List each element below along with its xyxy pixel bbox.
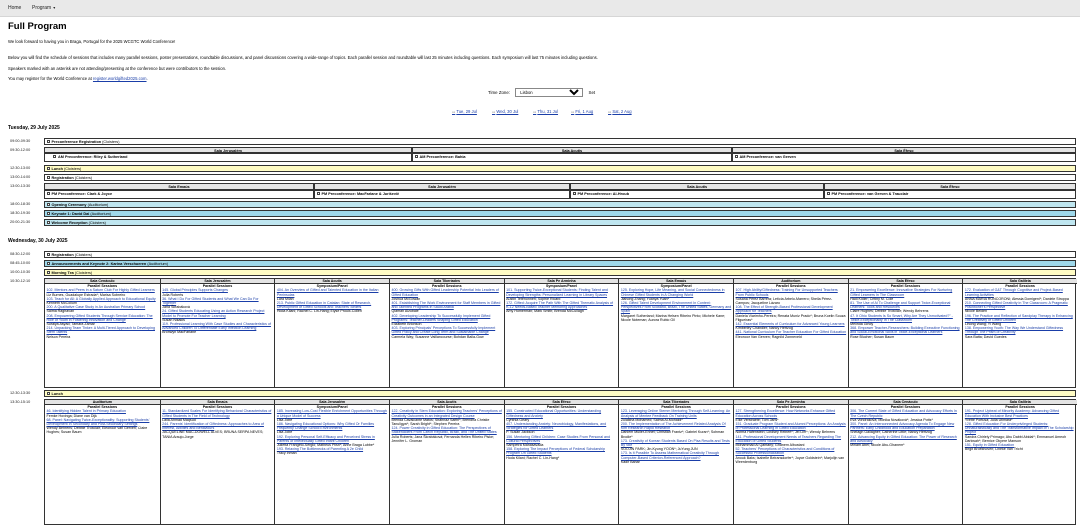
opening-ceremony-row[interactable] xyxy=(44,201,1076,208)
session-title-link[interactable]: 192. Exploring Personal Self-Efficacy and Perceived Stress in Parents of Intellectually Gifted Infant Children xyxy=(276,434,375,443)
room-header: Sala Galileia xyxy=(963,400,1077,405)
announce-label: Announcements and Keynote 2: Karina Verschueren xyxy=(51,261,147,266)
room-header: Sala Pe Arminha xyxy=(734,400,848,405)
session-presenters: Lara Milan xyxy=(276,296,294,301)
session-presenters: Julia Roberts xyxy=(162,292,184,297)
session-presenters: Elizabeth Brionson xyxy=(391,322,422,327)
preconf-session[interactable] xyxy=(570,190,824,199)
session-column xyxy=(389,279,504,387)
session-title-link[interactable]: 11. Standardized Scales For Identifying Behavioral Characteristics of Gifted Students in The Field of Technology xyxy=(162,409,272,418)
session-title-link[interactable]: 126. Gifted Talent Development Environment In Context: Perspectives From Scotland, Brazil, The United States, Germany and Spain xyxy=(620,301,732,314)
checkbox-icon[interactable] xyxy=(47,262,50,265)
session-presenters: Nelson Pereira xyxy=(46,334,71,339)
location: (Auditorium) xyxy=(87,202,109,207)
session-presenters: Norma Hafenstein; Lindsey Reinert*; Jei Lim*; Wendy Behrens xyxy=(735,430,836,435)
session-title-link[interactable]: 401. Establishing The Work Environment for Staff Members in Gifted and Talented Programs in Saudi Arabia xyxy=(391,301,501,310)
session-title: AM Preconference: Bahia xyxy=(419,154,466,159)
session-column xyxy=(618,400,733,524)
session-title-link[interactable]: 212. Advancing Equity in Gifted Education: The Power of Research and Advocacy xyxy=(850,434,957,443)
session-title-link[interactable]: 128. Gifted Education For Underprivileged Students: Unnaturalistically and The Transformative Impact of The Scholarship Project xyxy=(964,422,1074,435)
session-title: AM Preconference: van Gerven xyxy=(739,154,796,159)
register-link[interactable]: register.worldgifted2025.com xyxy=(92,76,147,81)
session-title-link[interactable]: 46. Identifying Hidden Talent in Primary Education xyxy=(46,409,126,414)
room-header: Sala Acutis xyxy=(390,400,504,405)
session-presenters: Wendy Behrens; Debbie Troxclair; Eleonoor van Gerven; Claire Hughes; Susan Baum xyxy=(46,426,148,435)
time-slot: 09:30-12:00 xyxy=(10,148,31,152)
session-title-link[interactable]: 403. Exploring Principals' Perceptions To Successfully Implement Gifted Policy and Create Long Term and Sustainable Change xyxy=(391,326,496,335)
timezone-set-button[interactable]: Set xyxy=(588,90,596,95)
session-title-link[interactable]: 368. Empower Teacher-Researchers: Building Executive Functioning and Social-Emotional Skills in Twice-Exceptional Learners xyxy=(850,326,960,335)
room-header: Auditorium xyxy=(734,279,848,284)
session-grid-morning xyxy=(44,278,1076,388)
session-title-link[interactable]: 145. Global Principles Supports Changes xyxy=(162,288,228,293)
session-presenters: Qiamah Alzubaie xyxy=(391,309,419,314)
session-type: Parallel Sessions xyxy=(661,405,691,410)
session-title-link[interactable]: 124. Power Creativity in Gifted Education: The Perspectives of Stakeholders From Czech Republic, Brazil, and The United States xyxy=(391,426,497,435)
session-presenters: Sara Batta; David Guedes xyxy=(964,334,1007,339)
room-header: Sala Acutis xyxy=(570,183,824,190)
session-presenters: Zulaikha Mohamed; Salma Al-Mohaidi* xyxy=(620,417,683,422)
session-type: Symposium/Panel xyxy=(316,284,348,289)
session-presenters: Susan Nikakis xyxy=(162,317,185,322)
room-header: Sala Jerusalém xyxy=(275,400,389,405)
register-prefix: You may register for the World Conference at xyxy=(8,76,92,81)
session-column xyxy=(848,279,963,387)
session-presenters: Femke Hovinga; Diane van Dijk xyxy=(46,413,97,418)
session-presenters: Amy Homerman; Mark Smith; Brenda McCullagh xyxy=(506,309,584,314)
checkbox-icon[interactable] xyxy=(415,155,418,158)
session-presenters: Brenda Cavalcante Matos; Shahnaz Saffiri*; Brendha Christie Tanuligya*; Sarah Bright*; Stephen Pereira xyxy=(391,417,490,427)
session-title-link[interactable]: 214. Unpacking Team Tinker: A Multi-Tiered Approach to Developing Stem Talents xyxy=(46,326,155,335)
room-header: Sala Acutis xyxy=(275,279,389,284)
session-presenters: Miriam Abel; Nicole Abu-Ghanem* xyxy=(850,443,905,448)
session-presenters: Shelagh Gallagher; Catherine Little; Nancy Hertzog xyxy=(850,430,932,435)
session-presenters: Jiahong Zhang; Yuanya Yuan* xyxy=(620,296,670,301)
session-title-link[interactable]: 24. Gifted Students Educating Using an Action Research Project Model to Promote For Teacher Learning xyxy=(162,309,265,318)
checkbox-icon[interactable] xyxy=(47,271,50,274)
session-presenters: Julia Roberts; Jana Škrabáková; Fernanda Hellen Ribeiro Piske; Jennifer L. Groman xyxy=(391,434,494,443)
opening-label: Opening Ceremony xyxy=(51,202,87,207)
session-title-link[interactable]: 213. Public Gifted Education in Catalan: State of Research, Development of Gifted Schools and Teachers' Beliefs xyxy=(276,301,372,310)
location: (Cloisters) xyxy=(74,252,93,257)
session-title-link[interactable]: 244. Parents' Identification of Giftedness: Approaches to Area of Interest, Abilities and Behaviours xyxy=(162,422,264,431)
room-header: Auditorium xyxy=(45,400,160,405)
session-title-link[interactable]: 300. Panel: An Interconnected Advocacy Agenda To Engage New Partners: Early Childhood and Education Preparation xyxy=(850,422,955,431)
time-slot: 08:45-10:00 xyxy=(10,261,31,265)
session-column xyxy=(733,279,848,387)
session-presenters: Joshua McGowan xyxy=(391,296,421,301)
room-header: Sala Éfeso xyxy=(824,183,1076,190)
session-type: Parallel Sessions xyxy=(202,284,233,289)
daynav-tue[interactable]: ▭ Tue, 29 Jul xyxy=(452,109,477,114)
room-header: Sala Cenáculo xyxy=(45,279,160,284)
session-title-link[interactable]: 151. Graduate Program Student and Alumni Perceptions: An Analysis of Professional Learning in Gifted Education xyxy=(735,422,846,431)
location: (Cloisters) xyxy=(74,270,93,275)
session-column xyxy=(45,400,160,524)
room-header: Sala Acutis xyxy=(412,147,732,153)
session-presenters: Sampetra Manasavada xyxy=(506,443,544,448)
session-type: Parallel Sessions xyxy=(87,284,118,289)
session-presenters: Kadir Bahar xyxy=(620,459,640,464)
session-type: Symposium/Panel xyxy=(316,405,348,410)
session-title: AM Preconference: Riley & Sutherland xyxy=(58,154,128,159)
session-title-link[interactable]: 441. National Curriculum For Teacher Education For Gifted Education xyxy=(735,330,847,335)
morning-tea-row[interactable] xyxy=(44,269,1076,276)
session-type: Parallel Sessions xyxy=(776,405,806,410)
preconf-session[interactable] xyxy=(44,153,412,162)
checkbox-icon[interactable] xyxy=(47,203,50,206)
session-title-link[interactable]: 196. The Practice and Reflection of Sandplay Therapy in Enhancing The Creativity of Gifted Children xyxy=(964,313,1073,322)
checkbox-icon[interactable] xyxy=(827,192,830,195)
session-title-link[interactable]: 200. A Qualitative Case Study in An Australian Primary School xyxy=(46,305,146,310)
session-title-link[interactable]: 52. Teachers' Perceptions of Characteristics and Conditions of Successful Professionalization xyxy=(735,447,835,456)
session-presenters: Austin Tetenonnen; Sophie Ricard xyxy=(506,296,561,301)
session-presenters: Hoda Kilani; Rachel C. Lin-Hang; Elyse Proulx-Collen xyxy=(276,309,362,314)
intro-schedule-info: Below you will find the schedule of sessions that includes many parallel sessions, poster presentations, roundtable discussions, and panel discussions covering a wide-range of topics. Each parallel session and roundtable will last 25 minutes including questions. Each symposium will last 75 minutes including questions. xyxy=(8,55,598,60)
session-column xyxy=(160,279,275,387)
nav-program-label: Program xyxy=(32,5,52,11)
session-column xyxy=(848,400,963,524)
session-title-link[interactable]: 402. Developing Leadership To Successfully Implement Gifted Programs: Teacher-Leaders Shaping Gifted Education xyxy=(391,313,491,322)
session-presenters: Bronwyn MacFarlane xyxy=(162,330,197,335)
welcome-reception-row[interactable] xyxy=(44,219,1076,226)
session-title-link[interactable]: 142. Essential Elements of Curriculum for Advanced Young Learners xyxy=(735,322,845,327)
session-presenters: Eleonoor Van Gerven; Ragnild Zonneveld xyxy=(735,334,802,339)
checkbox-icon[interactable] xyxy=(53,155,56,158)
checkbox-icon[interactable] xyxy=(47,192,50,195)
location: (Cloisters) xyxy=(102,139,120,144)
checkbox-icon[interactable] xyxy=(47,167,50,170)
session-type: Parallel Sessions xyxy=(546,405,577,410)
session-title-link[interactable]: 36. What I Do For Gifted Students and What We Can Do For Together xyxy=(162,296,259,306)
time-slot: 13:00-14:00 xyxy=(10,175,31,179)
time-slot: 12:30-13:30 xyxy=(10,391,31,395)
checkbox-icon[interactable] xyxy=(47,212,50,215)
session-title-link[interactable]: 102. Mentors and Peers in a Saturn Club For Highly Gifted Learners xyxy=(46,288,155,293)
room-header: Sala Éfeso xyxy=(505,400,619,405)
session-type: Parallel Sessions xyxy=(432,405,462,410)
session-type: Parallel Sessions xyxy=(87,405,118,410)
session-presenters: Tracy Inman xyxy=(276,451,297,456)
intro-register xyxy=(8,76,148,81)
session-title-link[interactable]: 127. Strengthening Excellence: How Networks Enhance Gifted Education Across Schools xyxy=(735,409,836,418)
session-title: PM Preconference: van Gerven & Trauclair xyxy=(831,191,909,196)
session-title-link[interactable]: 208. Empowering Gifted Students Through Service Education: The Role of Youth in Fostering Innovation and Change xyxy=(46,313,153,322)
session-presenters: Margaret Sutherland; Marina Helsen Ribeiro Pinto; Michele Kane; Nicole Noteman; Aurora Rubio Gil xyxy=(620,313,726,322)
preconf-session[interactable] xyxy=(314,190,570,199)
session-title: PM Preconference: Al-Hroub xyxy=(577,191,630,196)
session-title-link[interactable]: 173. Creativity of Korean Students Based On Pisa Results and Tests By Stie xyxy=(620,438,730,448)
checkbox-icon[interactable] xyxy=(317,192,320,195)
time-slot: 08:30-12:00 xyxy=(10,252,31,256)
session-presenters: Birgit Broekhoven; Lineke Van Tricht xyxy=(964,447,1023,452)
session-title: PM Preconference: MacFarlane & Juriševič xyxy=(321,191,400,196)
session-column xyxy=(962,400,1077,524)
session-title-link[interactable]: 155. Constructed Educational Opportunities: Understanding Giftedness and Anxiety xyxy=(506,409,602,418)
session-presenters: SOOJIN PARK; Jin-Kyung YOON*; JuYung JUN xyxy=(620,447,698,452)
timezone-control xyxy=(488,88,595,97)
lunch-row[interactable] xyxy=(44,165,1076,172)
session-type: Symposium/Panel xyxy=(660,284,692,289)
location: (Auditorium) xyxy=(147,261,168,266)
session-column xyxy=(274,279,389,387)
session-presenters: Lisa Jobe xyxy=(276,430,293,435)
session-presenters: JACQUELINE MAC-DOWELL ALVES; BRUNA SERPA NEVES; TANIA Araujo-Jorge xyxy=(162,430,264,439)
session-title-link[interactable]: 107. High Ability/Giftedness: Training For Unsupported Teachers From Public Schools xyxy=(735,288,838,297)
room-header: Sala Jerusalém xyxy=(44,147,412,153)
session-type: Parallel Sessions xyxy=(202,405,233,410)
session-type: Parallel Sessions xyxy=(890,284,921,289)
registration-row[interactable] xyxy=(44,174,1076,181)
session-presenters: Jana Škrabáková xyxy=(162,305,190,310)
session-column xyxy=(160,400,275,524)
session-presenters: Anouk Baks; Isabelle Beiransdorfer*; Joyce Goldstein*; Marjolijn van Weerdenburg xyxy=(735,455,845,464)
session-title-link[interactable]: 200. The Implementation of The Achievement Related Analysis Of Kim Research Rapid Research xyxy=(620,422,726,431)
session-presenters: Lisa Jobe xyxy=(276,417,293,422)
session-presenters: Laila Ahmad Maqsud xyxy=(162,417,196,422)
session-title-link[interactable]: 210. Connecting Gifted Creativity in The Classroom: A Pragmatic Practitioner's Perspective xyxy=(964,301,1068,310)
register-suffix: . xyxy=(146,76,148,81)
session-presenters: Julietta Frangeto-Sérgio; Matheus Plisn*; Anne Braga Lubbe* xyxy=(276,443,375,448)
keynote-row[interactable] xyxy=(44,260,1076,267)
registration-label: Registration xyxy=(51,175,74,180)
session-title-link[interactable]: 172. Evaluation of G&T Through Cognitive and Project-Based Learning Activities xyxy=(964,288,1063,297)
session-title-link[interactable]: 68. Panel: Navigating Twice-Exceptionality: Supporting Students' Development In Secondary and Post-Secondary Settings xyxy=(46,417,150,427)
daynav-wed[interactable]: ▭ Wed, 30 Jul xyxy=(492,109,518,114)
room-header: Sala Pe Arminha xyxy=(505,279,619,284)
room-header: Sala Galileia xyxy=(963,279,1077,284)
registration-row[interactable] xyxy=(44,251,1076,258)
welcome-label: Welcome Reception xyxy=(51,220,88,225)
session-column xyxy=(618,279,733,387)
lunch-label: Lunch xyxy=(51,166,63,171)
session-presenters: ANNA MARIA RONCORONI; Alessia Domigeni*; Daniele Stroppa xyxy=(964,296,1069,301)
session-presenters: Susana Pérez Barrera; Letícia Arbelo-Marrero; Sheila Pérez-Campos; Jacqueline Lázaro xyxy=(735,296,833,306)
session-title-link[interactable]: 123. Leveraging Online Stemm Mentoring Through Self-Learning: An Analysis of Mentee Feedback On Training Units xyxy=(620,409,731,418)
session-title-link[interactable]: 47. It Ohio Students Is So Smart, Why Are They Unmotivated?" - Twice-Exceptionality In The Classroom xyxy=(850,313,953,322)
time-slot: 18:00-18:30 xyxy=(10,202,31,206)
keynote-row[interactable] xyxy=(44,210,1076,217)
time-slot: 13:00-13:30 xyxy=(10,184,31,188)
checkbox-icon[interactable] xyxy=(47,176,50,179)
session-type: Parallel Sessions xyxy=(432,284,462,289)
room-header: Sala Emaús xyxy=(44,183,314,190)
session-presenters: P. Susan Jackson xyxy=(506,430,535,435)
session-title-link[interactable]: 151. Equity in Gifted Education xyxy=(964,443,1015,448)
session-presenters: Daniela Viarimho-Pereira; Renata Muniz Prado*; Bruna Koelin Souza Filgueiras* xyxy=(735,313,846,322)
session-column xyxy=(733,400,848,524)
session-presenters: Elke Verstraete; Tom Jans* xyxy=(735,417,779,422)
time-slot: 12:30-13:00 xyxy=(10,166,31,170)
preconf-registration-label: Preconference Registration xyxy=(51,139,102,144)
session-title-link[interactable]: 407. Understanding Anxiety: Neurobiology, Manifestations, and Strategies for Gifted Learners xyxy=(506,422,607,431)
day-heading-tuesday: Tuesday, 29 July 2025 xyxy=(8,125,60,131)
session-title-link[interactable]: 306. The Current State of Gifted Education and Advocacy Efforts In The Czech Republic xyxy=(850,409,957,418)
session-column xyxy=(389,400,504,524)
intro-welcome: We look forward to having you in Braga, Portugal for the 2025 WCGTC World Conference! xyxy=(8,39,176,44)
session-presenters: Nicole Belden xyxy=(964,309,988,314)
session-column xyxy=(962,279,1077,387)
checkbox-icon[interactable] xyxy=(47,253,50,256)
session-title-link[interactable]: 101. Supporting Twice-Exceptional Students: Finding Talent and Developing Strengths: Personalized Learning in Library Spaces xyxy=(506,288,608,297)
checkbox-icon[interactable] xyxy=(47,140,50,143)
lunch-row[interactable] xyxy=(44,390,1076,397)
nav-home-link[interactable]: Home xyxy=(8,5,22,11)
daynav-sat[interactable]: ▭ Sat, 2 Aug xyxy=(608,109,632,114)
session-title-link[interactable]: 21. Empowering Excellence: Innovative Strategies For Nurturing Gifted Learners In The Classroom xyxy=(850,288,953,297)
preconf-registration-row[interactable] xyxy=(44,138,1076,145)
checkbox-icon[interactable] xyxy=(47,221,50,224)
session-title-link[interactable]: 158. Exploring The Impact Perceptions of Federal Scholarship Program On Gifted Students xyxy=(506,447,605,456)
room-header: Sala Jerusalém xyxy=(314,183,570,190)
preconf-session[interactable] xyxy=(824,190,1076,199)
session-presenters: Kenneth McCollum xyxy=(46,301,77,306)
time-slot: 20:00-21:30 xyxy=(10,220,31,224)
lunch-label: Lunch xyxy=(51,391,63,396)
session-presenters: Hoda Kilani; Rachel C. Lin-Hang* xyxy=(506,455,560,460)
daynav-thu[interactable]: ▭ Thu, 31 Jul xyxy=(533,109,558,114)
session-column xyxy=(504,279,619,387)
intro-asterisk-note: Speakers marked with an asterisk are not attending/presenting at the conference but were contributors to the session. xyxy=(8,66,227,71)
time-slot: 09:00-09:30 xyxy=(10,139,31,143)
session-presenters: Rose Blucher; Susan Baum xyxy=(850,334,895,339)
session-presenters: Melinda Gindy xyxy=(850,322,874,327)
session-presenters: Mohammad Al Qahtany; Ghanem Albustani xyxy=(735,443,805,448)
session-title-link[interactable]: 173. Is It Possible To Assess Mathematical Creativity Through Computer-Based Criterion-Referenced Approach? xyxy=(620,451,719,460)
session-title-link[interactable]: 122. Creativity in Stem Education: Exploring Teachers' Perceptions of Creativity Outcomes in an Integrated Design Course xyxy=(391,409,502,418)
day-heading-wednesday: Wednesday, 30 July 2025 xyxy=(8,238,68,244)
room-header: Sala Éfeso xyxy=(849,279,963,284)
session-type: Parallel Sessions xyxy=(1005,405,1035,410)
session-column xyxy=(274,400,389,524)
top-navbar xyxy=(0,0,1080,17)
session-title-link[interactable]: 119. Professional Learning With Case Studies and Characteristics of Advanced Children To Differentiate Early Infection Learning xyxy=(162,322,271,331)
room-header: Sala Emaús xyxy=(161,400,275,405)
checkbox-icon[interactable] xyxy=(735,155,738,158)
session-type: Symposium/Panel xyxy=(546,284,577,289)
session-grid-afternoon xyxy=(44,399,1076,525)
session-title-link[interactable]: 186. Navigating Educational Options: Why Gifted Or Families Frequently Change School Environments xyxy=(276,422,375,431)
session-presenters: Suraiya Asyad; Tamara Zamar xyxy=(46,322,95,327)
room-header: Sala Cenáculo xyxy=(849,400,963,405)
time-slot: 18:30-19:30 xyxy=(10,211,31,215)
timezone-label: Time Zone: xyxy=(488,90,511,95)
chevron-down-icon: ▾ xyxy=(53,5,56,10)
session-presenters: Saima Raghavan xyxy=(46,309,75,314)
tea-label: Morning Tea xyxy=(51,270,74,275)
session-title-link[interactable]: 156. Mentoring Gifted Children: Case Studies From Personal and Cultural Perspectives xyxy=(506,434,611,443)
session-presenters: Kimberley Chandler; Nancy Hertzog xyxy=(735,326,793,331)
location: (Cloisters) xyxy=(63,166,82,171)
nav-program-menu[interactable] xyxy=(32,5,55,11)
page-title: Full Program xyxy=(8,21,67,32)
room-header: Sala Tiberíades xyxy=(390,279,504,284)
time-slot: 13:30-15:10 xyxy=(10,400,31,404)
checkbox-icon[interactable] xyxy=(573,192,576,195)
session-title-link[interactable]: 400. Growing Gifts With Gifted Leadership Potential Into Leaders of Gifted Education xyxy=(391,288,499,297)
session-presenters: Lihong Wang; Yi Wang xyxy=(964,322,1002,327)
registration-label: Registration xyxy=(51,252,74,257)
session-title-link[interactable]: 103. Teach for All: A Globally Applied Approach to Educational Equity xyxy=(46,296,156,301)
keynote-label: Keynote 1: David Dai xyxy=(51,211,90,216)
preconf-session[interactable] xyxy=(412,153,732,162)
session-title-link[interactable]: 193. Relaxing The Bottlenecks of Parenting A 2e Child xyxy=(276,447,364,452)
session-title: PM Preconference: Clark & Joyce xyxy=(51,191,113,196)
session-presenters: Claire Hughes; Debbie Troxclair; Wendy Behrens xyxy=(850,309,929,314)
time-slot: 10:00-10:30 xyxy=(10,270,31,274)
session-title-link[interactable]: 108. The Effect of Strength-Based Professional Development Approach for Teachers xyxy=(735,305,833,314)
session-presenters: Eva Vondrakova; Monika Nováková*; Jessica Potts* xyxy=(850,417,933,422)
session-type: Parallel Sessions xyxy=(890,405,921,410)
session-type: Parallel Sessions xyxy=(776,284,806,289)
location: (Cloisters) xyxy=(88,220,106,225)
preconf-session[interactable] xyxy=(44,190,314,199)
session-column xyxy=(504,400,619,524)
checkbox-icon[interactable] xyxy=(47,392,50,395)
session-presenters: Carmela Way; Susanne Vaillancourse; Bohdan Balla-Gow xyxy=(391,334,484,339)
session-presenters: Cynthia Geary xyxy=(506,417,530,422)
session-title-link[interactable]: 138. Empowering Youth: The Way We Understand Giftedness Through The Prism of Creativity xyxy=(964,326,1064,335)
room-header: Sala Tiberíades xyxy=(619,400,733,405)
room-header: Sala Emaús xyxy=(619,279,733,284)
daynav-fri[interactable]: ▭ Fri, 1 Aug xyxy=(571,109,593,114)
session-title-link[interactable]: 172. Gifted: Acquire The Path With The Gifted Thematic Analysis of K-12 Needs-Based Teacher Mentoring Approaches xyxy=(506,301,614,310)
room-header: Sala Jerusalém xyxy=(161,279,275,284)
location: (Auditorium) xyxy=(90,211,112,216)
session-presenters: Hadi Kidier; Critiny M. Cole xyxy=(850,296,894,301)
session-title-link[interactable]: 404. An Overview of Gifted and Talented Education in the Italian Peninsulas xyxy=(276,288,379,297)
session-type: Parallel Sessions xyxy=(1005,284,1035,289)
room-header: Sala Éfeso xyxy=(732,147,1076,153)
session-title-link[interactable]: 81. The Use of AI To Challenge and Support Twice-Exceptional Learners: Tools and Resources xyxy=(850,301,951,310)
session-presenters: Sandra Chirlely Prímago; Abu Dabbi Abidal*; Emmanuel Ameoh Darkwah*; Bernice Okyere Manson xyxy=(964,434,1067,443)
session-title-link[interactable]: 185. Increasing Low-Cost Flexible Enrichment Opportunities Through a Unique Model of Success xyxy=(276,409,387,418)
session-title-link[interactable]: 125. Exploring Hope, Life Meaning, and Social Connectedness in Chinese Gifted Students in A Changing World xyxy=(620,288,725,297)
timezone-select[interactable] xyxy=(515,88,583,97)
session-presenters: Liz Burnes, Guadalupe Estrada*; Marisa Sobreiro xyxy=(46,292,126,297)
session-presenters: Dahlem Müller-Ennet; Christian Frantz*; Gabriel Kuran*; Sohman Brodie* xyxy=(620,430,725,439)
session-presenters: Yvette Portusa; Julia Utimara* xyxy=(964,417,1013,422)
session-title-link[interactable]: 141. Professional Development Needs of Teachers Regarding The Education of Gifted Students xyxy=(735,434,842,443)
time-slot: 10:30-12:10 xyxy=(10,279,31,283)
location: (Cloisters) xyxy=(74,175,93,180)
preconf-session[interactable] xyxy=(732,153,1076,162)
session-column xyxy=(45,279,160,387)
session-title-link[interactable]: 191. Project Upbeat of Minority Academy: Advancing Gifted Education With Inclusive Best Practices xyxy=(964,409,1060,418)
